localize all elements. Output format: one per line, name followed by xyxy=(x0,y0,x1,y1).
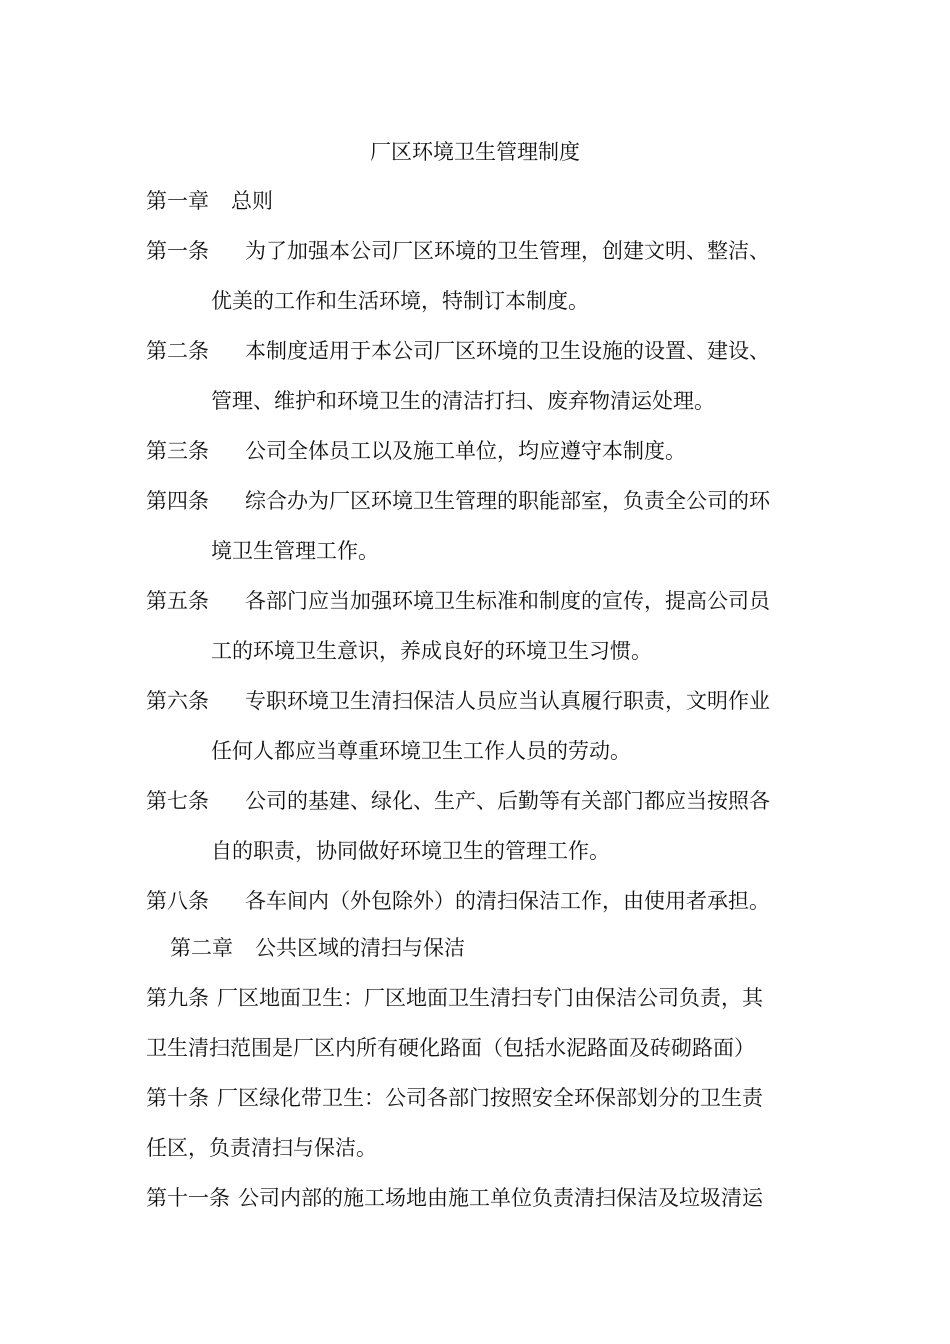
article-2-line-1 xyxy=(146,335,770,367)
article-9-line-2: 卫生清扫范围是厂区内所有硬化路面（包括水泥路面及砖砌路面） xyxy=(146,1036,755,1060)
document-title: 厂区环境卫生管理制度 xyxy=(370,140,580,164)
article-text: 公司内部的施工场地由施工单位负责清扫保洁及垃圾清运 xyxy=(238,1186,763,1210)
article-6-line-2: 任何人都应当尊重环境卫生工作人员的劳动。 xyxy=(211,739,631,763)
article-6-line-1 xyxy=(146,685,770,717)
article-label: 第十一条 xyxy=(146,1186,230,1210)
article-label: 第四条 xyxy=(146,489,209,513)
article-7-line-2: 自的职责，协同做好环境卫生的管理工作。 xyxy=(211,839,610,863)
chapter-label: 第一章 xyxy=(146,189,209,213)
article-label: 第十条 xyxy=(146,1086,209,1110)
article-11-line-1 xyxy=(146,1182,763,1214)
article-3-line-1 xyxy=(146,435,686,467)
article-text: 厂区绿化带卫生：公司各部门按照安全环保部划分的卫生责 xyxy=(217,1086,763,1110)
article-text: 各车间内（外包除外）的清扫保洁工作，由使用者承担。 xyxy=(245,889,770,913)
article-text: 各部门应当加强环境卫生标准和制度的宣传，提高公司员 xyxy=(245,589,770,613)
chapter-title: 公共区域的清扫与保洁 xyxy=(255,936,465,960)
article-text: 专职环境卫生清扫保洁人员应当认真履行职责，文明作业 xyxy=(245,689,770,713)
article-text: 厂区地面卫生：厂区地面卫生清扫专门由保洁公司负责，其 xyxy=(217,986,763,1010)
article-10-line-2: 任区，负责清扫与保洁。 xyxy=(146,1136,377,1160)
article-1-line-1 xyxy=(146,235,770,267)
article-label: 第六条 xyxy=(146,689,209,713)
chapter-label: 第二章 xyxy=(170,936,233,960)
article-10-line-1 xyxy=(146,1082,763,1114)
article-text: 为了加强本公司厂区环境的卫生管理，创建文明、整洁、 xyxy=(245,239,770,263)
article-9-line-1 xyxy=(146,982,763,1014)
article-label: 第八条 xyxy=(146,889,209,913)
article-4-line-1 xyxy=(146,485,770,517)
chapter-2-heading xyxy=(170,932,465,964)
article-text: 公司的基建、绿化、生产、后勤等有关部门都应当按照各 xyxy=(245,789,770,813)
chapter-1-heading xyxy=(146,185,273,217)
chapter-title: 总则 xyxy=(231,189,273,213)
article-label: 第三条 xyxy=(146,439,209,463)
article-label: 第一条 xyxy=(146,239,209,263)
article-2-line-2: 管理、维护和环境卫生的清洁打扫、废弃物清运处理。 xyxy=(211,389,715,413)
article-label: 第二条 xyxy=(146,339,209,363)
article-1-line-2: 优美的工作和生活环境，特制订本制度。 xyxy=(211,289,589,313)
article-label: 第五条 xyxy=(146,589,209,613)
article-text: 本制度适用于本公司厂区环境的卫生设施的设置、建设、 xyxy=(245,339,770,363)
article-text: 公司全体员工以及施工单位，均应遵守本制度。 xyxy=(245,439,686,463)
article-label: 第九条 xyxy=(146,986,209,1010)
article-5-line-1 xyxy=(146,585,770,617)
article-text: 综合办为厂区环境卫生管理的职能部室，负责全公司的环 xyxy=(245,489,770,513)
article-8-line-1 xyxy=(146,885,770,917)
article-5-line-2: 工的环境卫生意识，养成良好的环境卫生习惯。 xyxy=(211,639,652,663)
article-label: 第七条 xyxy=(146,789,209,813)
article-4-line-2: 境卫生管理工作。 xyxy=(211,539,379,563)
article-7-line-1 xyxy=(146,785,770,817)
